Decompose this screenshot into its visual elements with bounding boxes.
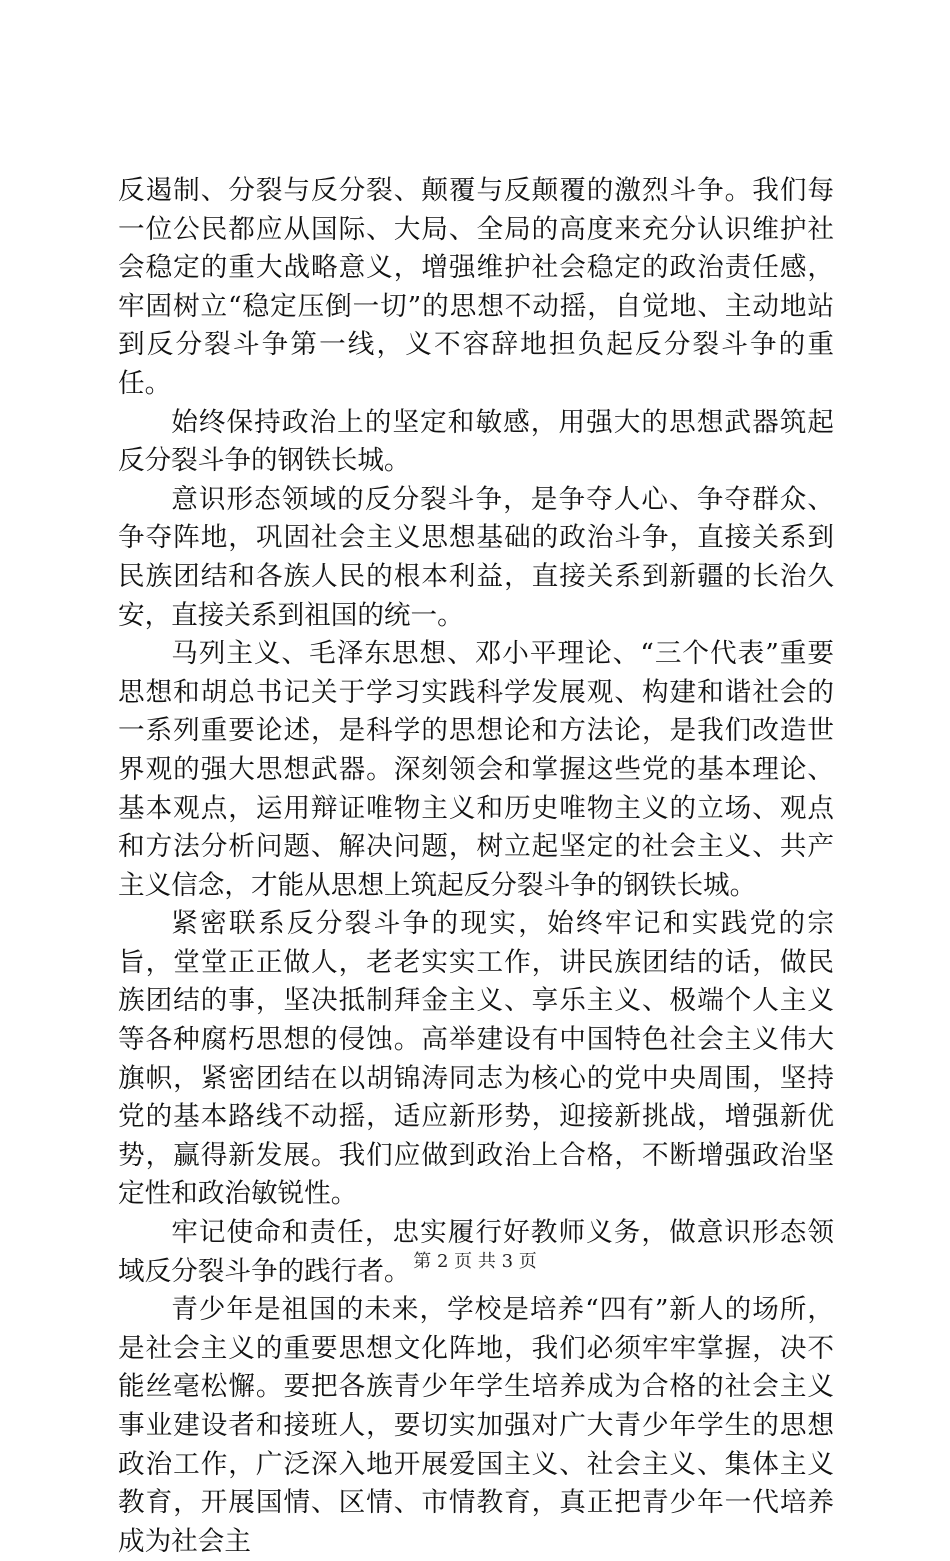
paragraph-1: 反遏制、分裂与反分裂、颠覆与反颠覆的激烈斗争。我们每一位公民都应从国际、大局、全局的高度来充分认识维护社会稳定的重大战略意义，增强维护社会稳定的政治责任感，牢固树立“稳定压倒一切”的思想不动摇，自觉地、主动地站到反分裂斗争第一线，义不容辞地担负起反分裂斗争的重任。 (118, 175, 834, 399)
paragraph-7: 青少年是祖国的未来，学校是培养“四有”新人的场所，是社会主义的重要思想文化阵地，我们必须牢牢掌握，决不能丝毫松懈。要把各族青少年学生培养成为合格的社会主义事业建设者和接班人，要切实加强对广大青少年学生的思想政治工作，广泛深入地开展爱国主义、社会主义、集体主义教育，开展国情、区情、市情教育，真正把青少年一代培养成为社会主 (118, 1294, 834, 1557)
paragraph-2: 始终保持政治上的坚定和敏感，用强大的思想武器筑起反分裂斗争的钢铁长城。 (118, 406, 834, 477)
paragraph-6: 牢记使命和责任，忠实履行好教师义务，做意识形态领域反分裂斗争的践行者。 (118, 1217, 834, 1287)
paragraph-3: 意识形态领域的反分裂斗争，是争夺人心、争夺群众、争夺阵地，巩固社会主义思想基础的政治斗争，直接关系到民族团结和各族人民的根本利益，直接关系到新疆的长治久安，直接关系到祖国的统一。 (118, 483, 834, 631)
page-number-footer: 第 2 页 共 3 页 (413, 1251, 537, 1272)
paragraph-5: 紧密联系反分裂斗争的现实，始终牢记和实践党的宗旨，堂堂正正做人，老老实实工作，讲民族团结的话，做民族团结的事，坚决抵制拜金主义、享乐主义、极端个人主义等各种腐朽思想的侵蚀。高举建设有中国特色社会主义伟大旗帜，紧密团结在以胡锦涛同志为核心的党中央周围，坚持党的基本路线不动摇，适应新形势，迎接新挑战，增强新优势，赢得新发展。我们应做到政治上合格，不断增强政治坚定性和政治敏锐性。 (118, 908, 834, 1210)
paragraph-4: 马列主义、毛泽东思想、邓小平理论、“三个代表”重要思想和胡总书记关于学习实践科学发展观、构建和谐社会的一系列重要论述，是科学的思想论和方法论，是我们改造世界观的强大思想武器。深刻领会和掌握这些党的基本理论、基本观点，运用辩证唯物主义和历史唯物主义的立场、观点和方法分析问题、解决问题，树立起坚定的社会主义、共产主义信念，才能从思想上筑起反分裂斗争的钢铁长城。 (118, 638, 834, 901)
document-body (118, 172, 834, 1561)
